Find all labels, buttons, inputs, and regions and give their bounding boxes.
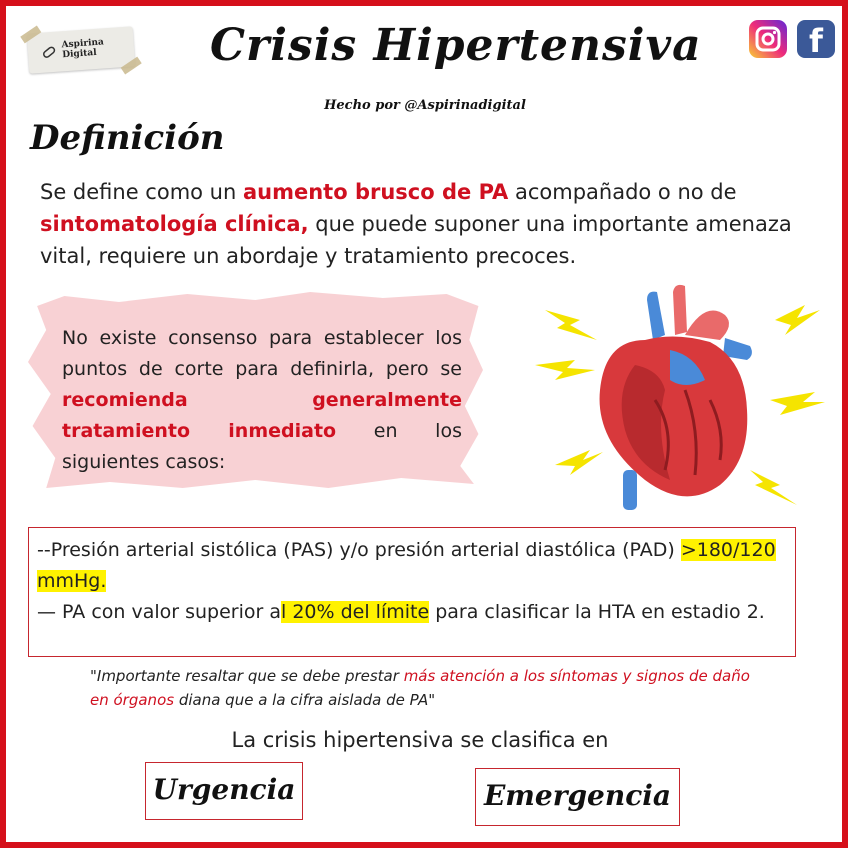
emergencia-box: Emergencia (475, 768, 680, 826)
criteria-line-2: — PA con valor superior al 20% del límite para clasificar la HTA en estadio 2. (37, 601, 765, 623)
brand-logo (27, 26, 136, 73)
criteria-line-1: --Presión arterial sistólica (PAS) y/o presión arterial diastólica (PAD) >180/120 mmHg. (37, 539, 776, 592)
criteria-highlight-2: l 20% del límite (281, 601, 430, 623)
logo-line1: Aspirina (61, 37, 105, 51)
pill-icon (39, 43, 58, 62)
criteria-box (28, 527, 796, 657)
definition-emphasis-2: sintomatología clínica, (40, 212, 309, 236)
urgencia-box: Urgencia (145, 762, 303, 820)
note-emphasis: más atención a los síntomas y signos de daño en órganos (90, 667, 750, 709)
page-subtitle: Hecho por @Aspirinadigital (324, 98, 526, 113)
instagram-icon[interactable] (749, 20, 787, 58)
criteria-highlight-1: >180/120 mmHg. (37, 539, 776, 592)
logo-line2: Digital (61, 47, 97, 61)
important-note: "Importante resaltar que se debe prestar más atención a los síntomas y signos de daño en órganos diana que a la cifra aislada de PA" (90, 667, 750, 709)
definition-text: Se define como un aumento brusco de PA acompañado o no de sintomatología clínica, que puede suponer una importante amenaza vital, requiere un abordaje y tratamiento precoces. (40, 180, 792, 268)
page-title: Crisis Hipertensiva (210, 20, 702, 71)
definition-emphasis-1: aumento brusco de PA (242, 180, 509, 204)
consensus-text: No existe consenso para establecer los puntos de corte para definirla, pero se recomienda generalmente tratamiento inmediato en los siguientes casos: (62, 327, 462, 473)
definition-heading: Definición (30, 118, 225, 158)
heart-icon (535, 280, 825, 520)
classification-intro: La crisis hipertensiva se clasifica en (231, 728, 609, 752)
consensus-emphasis: recomienda generalmente tratamiento inmediato (62, 389, 462, 442)
facebook-icon[interactable]: f (797, 20, 835, 58)
